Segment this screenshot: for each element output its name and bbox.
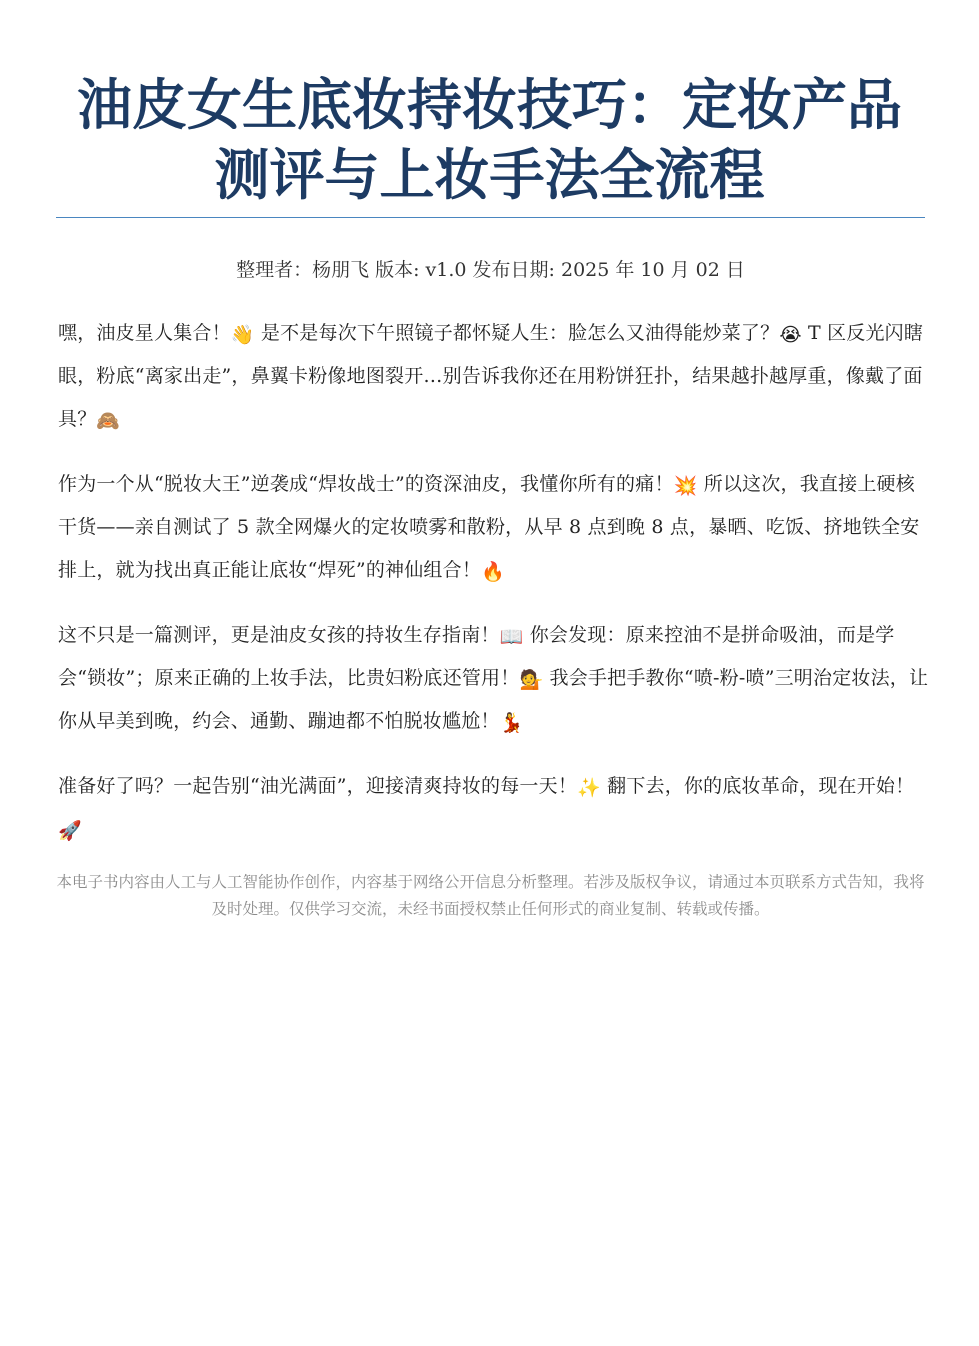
see-no-evil-monkey-icon: 🙈 xyxy=(96,410,121,432)
paragraph-text: 准备好了吗？一起告别“油光满面”，迎接清爽持妆的每一天！ xyxy=(58,775,578,797)
paragraph-text: 作为一个从“脱妆大王”逆袭成“焊妆战士”的资深油皮，我懂你所有的痛！ xyxy=(58,473,674,495)
intro-paragraph-4 xyxy=(58,765,932,851)
intro-body xyxy=(58,312,932,873)
paragraph-text: 嘿，油皮星人集合！ xyxy=(58,322,231,344)
intro-paragraph-3 xyxy=(58,614,932,743)
waving-hand-icon: 👋 xyxy=(230,324,255,346)
paragraph-text: T 区反光闪瞎眼，粉底“离家出走”，鼻翼卡粉像地图裂开…别告诉我你还在用粉饼狂扑，结果越扑越厚重，像戴了面具？ xyxy=(58,322,924,430)
paragraph-text: 我会手把手教你“喷-粉-喷”三明治定妆法，让你从早美到晚，约会、通勤、蹦迪都不怕脱妆尴尬！ xyxy=(58,667,929,732)
person-tipping-hand-icon: 💁 xyxy=(519,669,544,691)
dancer-icon: 💃 xyxy=(499,712,524,734)
copyright-notice: 本电子书内容由人工与人工智能协作创作，内容基于网络公开信息分析整理。若涉及版权争议，请通过本页联系方式告知，我将及时处理。仅供学习交流，未经书面授权禁止任何形式的商业复制、转载或传播。 xyxy=(56,873,925,918)
title-divider xyxy=(56,217,925,218)
intro-paragraph-1 xyxy=(58,312,932,441)
paragraph-text: 你会发现：原来控油不是拼命吸油，而是学会“锁妆”；原来正确的上妆手法，比贵妇粉底还管用！ xyxy=(58,624,895,689)
crying-face-icon: 😭 xyxy=(779,324,802,346)
paragraph-text: 翻下去，你的底妆革命，现在开始！ xyxy=(600,775,915,797)
document-title xyxy=(40,70,939,210)
paragraph-text: 这不只是一篇测评，更是油皮女孩的持妆生存指南！ xyxy=(58,624,500,646)
document-meta: 整理者：杨朋飞 版本: v1.0 发布日期: 2025 年 10 月 02 日 xyxy=(236,259,745,281)
rocket-icon: 🚀 xyxy=(58,820,82,842)
open-book-icon: 📖 xyxy=(499,626,524,648)
collision-icon: 💥 xyxy=(673,475,698,497)
paragraph-text: 是不是每次下午照镜子都怀疑人生：脸怎么又油得能炒菜了？ xyxy=(254,322,780,344)
title-line-2: 测评与上妆手法全流程 xyxy=(214,143,765,207)
paragraph-text: 所以这次，我直接上硬核干货——亲自测试了 5 款全网爆火的定妆喷雾和散粉，从早 8 点到晚 8 点，暴晒、吃饭、挤地铁全安排上，就为找出真正能让底妆“焊死”的神仙组合！ xyxy=(58,473,920,581)
fire-icon: 🔥 xyxy=(481,561,505,583)
sparkles-icon: ✨ xyxy=(577,777,601,799)
intro-paragraph-2 xyxy=(58,463,932,592)
title-line-1: 油皮女生底妆持妆技巧：定妆产品 xyxy=(76,73,902,137)
